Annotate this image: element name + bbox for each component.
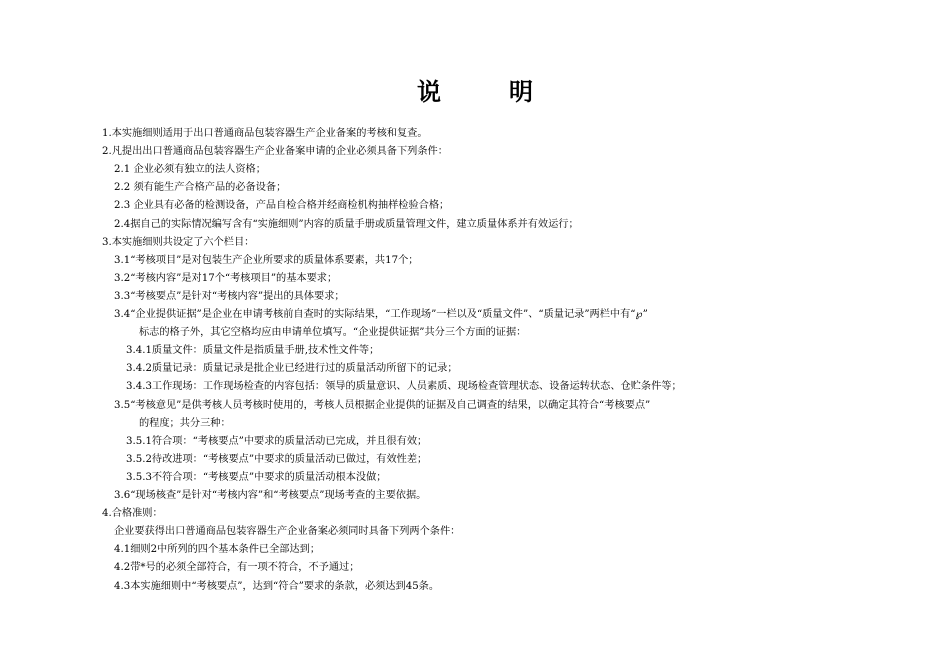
doc-line: 3.4“企业提供证据”是企业在申请考核前自查时的实际结果，“工作现场”一栏以及“质量文件”、“质量记录”两栏中有“℘”: [114, 309, 648, 320]
doc-line: 3.4.1质量文件：质量文件是指质量手册,技术性文件等；: [126, 345, 380, 357]
page-title: 说 明: [417, 78, 555, 106]
doc-line: 企业要获得出口普通商品包装容器生产企业备案必须同时具备下列两个条件：: [114, 526, 461, 538]
doc-line: 4.1细则2中所列的四个基本条件已全部达到；: [114, 544, 321, 556]
doc-line: 标志的格子外，其它空格均应由申请单位填写。“企业提供证据”共分三个方面的证据：: [139, 327, 527, 339]
doc-line: 2.1 企业必须有独立的法人资格；: [114, 164, 266, 176]
doc-line: 3.2“考核内容”是对17个“考核项目”的基本要求；: [114, 272, 338, 284]
doc-line: 3.4.2质量记录：质量记录是批企业已经进行过的质量活动所留下的记录；: [126, 363, 458, 375]
doc-line: 2.2 须有能生产合格产品的必备设备；: [114, 182, 287, 194]
doc-line: 2.3 企业具有必备的检测设备，产品自检合格并经商检机构抽样检验合格；: [114, 200, 450, 212]
doc-line: 3.本实施细则共设定了六个栏目：: [102, 236, 255, 248]
doc-line: 3.5“考核意见”是供考核人员考核时使用的，考核人员根据企业提供的证据及自己调查的结果，以确定其符合“考核要点”: [114, 399, 651, 411]
doc-line: 3.5.1符合项：“考核要点”中要求的质量活动已完成，并且很有效；: [126, 435, 428, 447]
doc-line: 3.5.3不符合项：“考核要点”中要求的质量活动根本没做；: [126, 471, 387, 483]
doc-line: 4.合格准则：: [102, 508, 163, 520]
doc-line: 4.3本实施细则中“考核要点”，达到“符合”要求的条款，必须达到45条。: [114, 580, 440, 592]
doc-line: 3.4.3工作现场：工作现场检查的内容包括：领导的质量意识、人员素质、现场检查管理状态、设备运转状态、仓贮条件等；: [126, 381, 682, 393]
doc-line: 的程度；共分三种：: [139, 417, 231, 429]
doc-line: 4.2带*号的必须全部符合，有一项不符合，不予通过；: [114, 562, 360, 574]
doc-line: 1.本实施细则适用于出口普通商品包装容器生产企业备案的考核和复查。: [102, 128, 428, 139]
doc-line: 3.3“考核要点”是针对“考核内容”提出的具体要求；: [114, 290, 345, 302]
doc-line: 2.凡提出出口普通商品包装容器生产企业备案申请的企业必须具备下列条件：: [102, 146, 448, 158]
doc-line: 2.4据自己的实际情况编写含有“实施细则”内容的质量手册或质量管理文件，建立质量体系并有效运行；: [114, 218, 579, 230]
doc-line: 3.1“考核项目”是对包装生产企业所要求的质量体系要素，共17个；: [114, 254, 419, 266]
doc-line: 3.5.2待改进项：“考核要点”中要求的质量活动已做过，有效性差；: [126, 453, 428, 465]
doc-line: 3.6“现场核查”是针对“考核内容”和“考核要点”现场考查的主要依据。: [114, 490, 427, 501]
